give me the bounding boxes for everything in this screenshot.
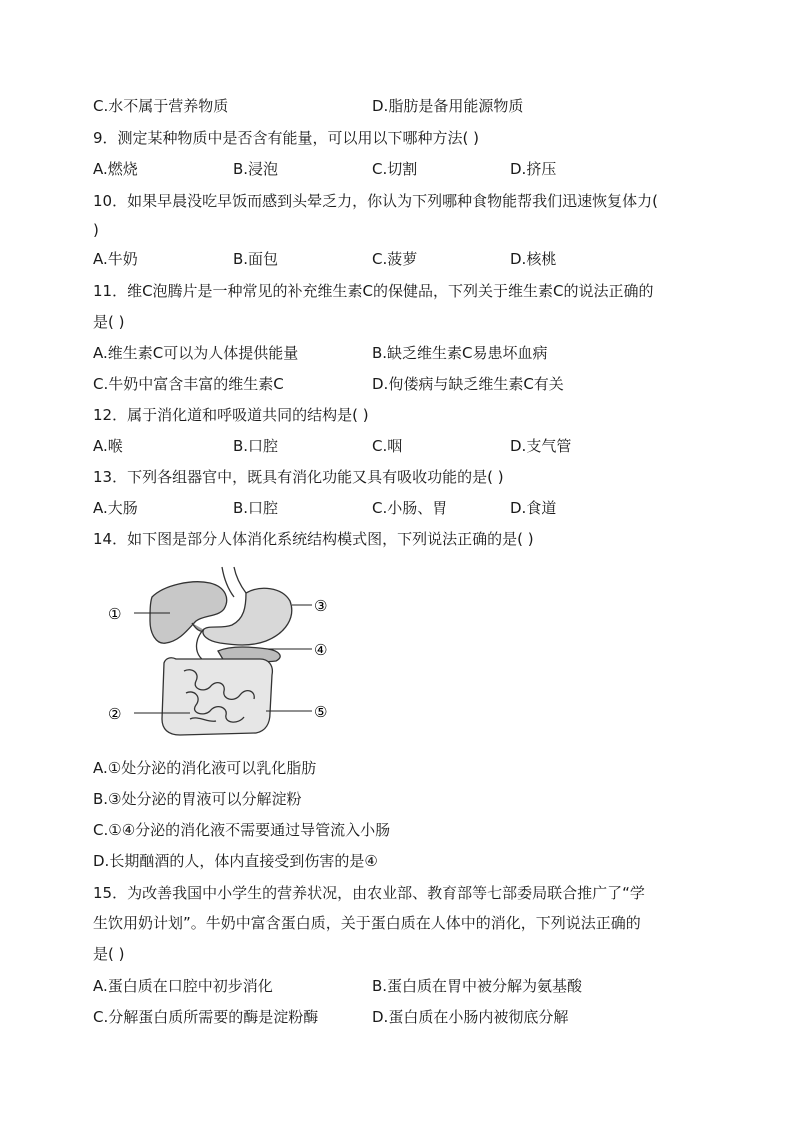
q10-option-d: D.核桃 [510,250,557,268]
q9-stem: 9．测定某种物质中是否含有能量，可以用以下哪种方法( ) [93,129,480,147]
q9-option-d: D.挤压 [510,160,557,178]
q15-stem-end: 是( ) [93,945,125,963]
q12-option-b: B.口腔 [233,437,279,455]
q14-option-b: B.③处分泌的胃液可以分解淀粉 [93,790,302,808]
q11-option-a: A.维生素C可以为人体提供能量 [93,344,299,362]
q10-option-b: B.面包 [233,250,279,268]
q12-option-a: A.喉 [93,437,123,455]
q14-option-c: C.①④分泌的消化液不需要通过导管流入小肠 [93,821,391,839]
q11-stem: 11．维C泡腾片是一种常见的补充维生素C的保健品，下列关于维生素C的说法正确的 [93,282,654,300]
q12-option-c: C.咽 [372,437,403,455]
q11-stem-cont: 是( ) [93,313,125,331]
label-2: ② [108,705,122,723]
q9-option-c: C.切割 [372,160,418,178]
q11-option-b: B.缺乏维生素C易患坏血病 [372,344,548,362]
digestive-system-diagram [100,563,340,743]
q8-option-d: D.脂肪是备用能源物质 [372,97,524,115]
label-5: ⑤ [314,703,328,721]
q13-option-d: D.食道 [510,499,557,517]
q13-option-c: C.小肠、胃 [372,499,448,517]
q15-stem-cont: 生饮用奶计划”。牛奶中富含蛋白质，关于蛋白质在人体中的消化，下列说法正确的 [93,914,641,932]
q13-option-a: A.大肠 [93,499,138,517]
q14-option-a: A.①处分泌的消化液可以乳化脂肪 [93,759,317,777]
q9-option-b: B.浸泡 [233,160,279,178]
q13-stem: 13．下列各组器官中，既具有消化功能又具有吸收功能的是( ) [93,468,504,486]
q10-option-a: A.牛奶 [93,250,138,268]
q9-option-a: A.燃烧 [93,160,138,178]
q14-stem: 14．如下图是部分人体消化系统结构模式图，下列说法正确的是( ) [93,530,534,548]
q15-option-d: D.蛋白质在小肠内被彻底分解 [372,1008,569,1026]
q14-option-d: D.长期酗酒的人，体内直接受到伤害的是④ [93,852,378,870]
q15-option-b: B.蛋白质在胃中被分解为氨基酸 [372,977,583,995]
q10-stem: 10．如果早晨没吃早饭而感到头晕乏力，你认为下列哪种食物能帮我们迅速恢复体力( [93,192,658,210]
label-3: ③ [314,597,328,615]
q15-stem: 15．为改善我国中小学生的营养状况，由农业部、教育部等七部委局联合推广了“学 [93,884,645,902]
label-4: ④ [314,641,328,659]
label-1: ① [108,605,122,623]
q8-option-c: C.水不属于营养物质 [93,97,229,115]
q11-option-c: C.牛奶中富含丰富的维生素C [93,375,284,393]
q12-option-d: D.支气管 [510,437,572,455]
q15-option-c: C.分解蛋白质所需要的酶是淀粉酶 [93,1008,319,1026]
q13-option-b: B.口腔 [233,499,279,517]
q11-option-d: D.佝偻病与缺乏维生素C有关 [372,375,564,393]
q12-stem: 12．属于消化道和呼吸道共同的结构是( ) [93,406,369,424]
q10-option-c: C.菠萝 [372,250,418,268]
q10-stem-cont: ) [93,221,99,239]
q15-option-a: A.蛋白质在口腔中初步消化 [93,977,273,995]
